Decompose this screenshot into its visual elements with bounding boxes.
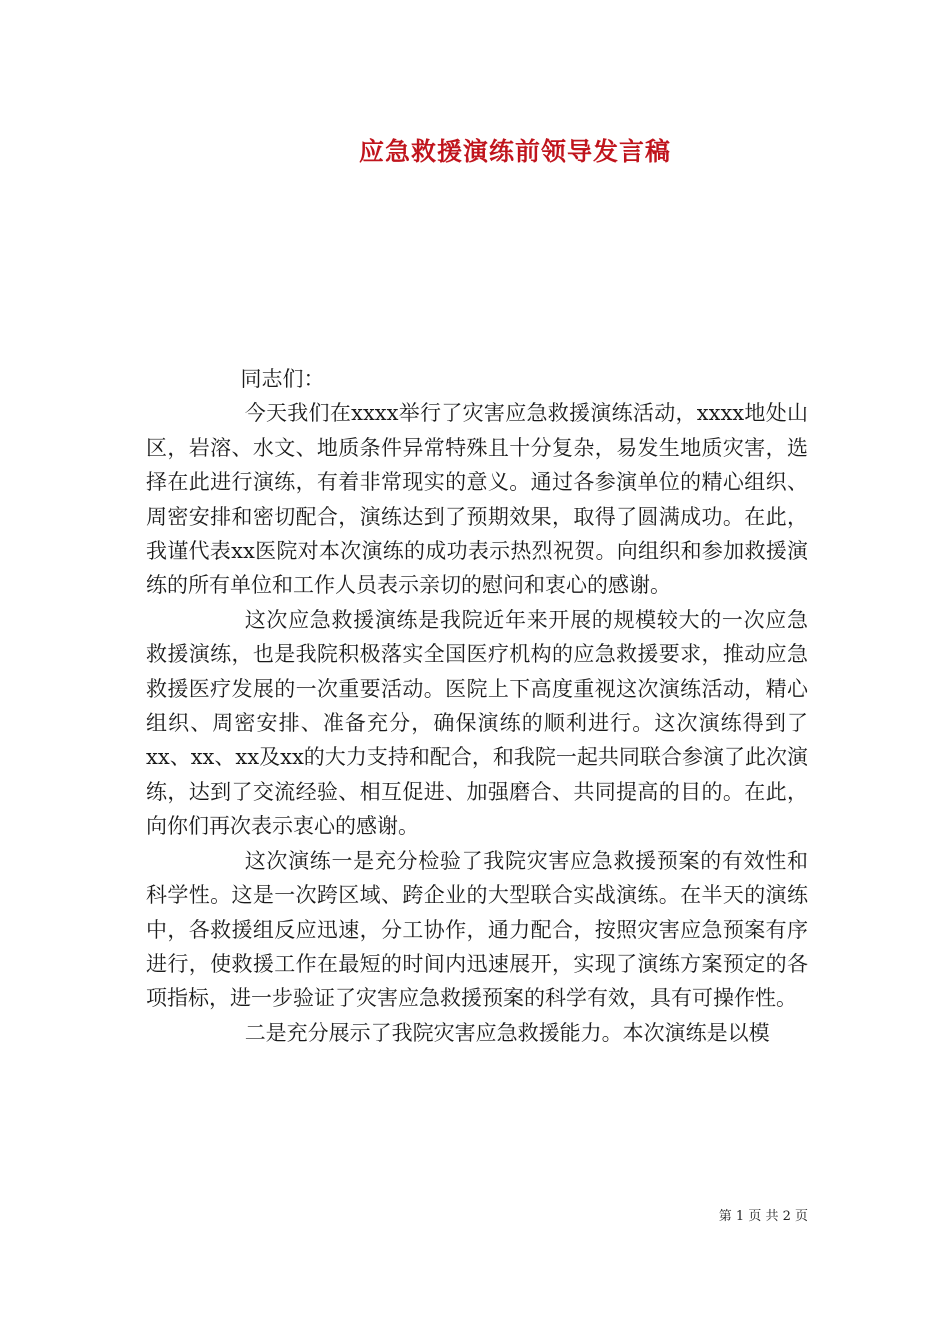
document-title: 应急救援演练前领导发言稿 — [358, 137, 671, 166]
salutation: 同志们： — [240, 367, 325, 391]
paragraph-2: 这次应急救援演练是我院近年来开展的规模较大的一次应急救援演练，也是我院积极落实全国医疗机构的应急救援要求，推动应急救援医疗发展的一次重要活动。医院上下高度重视这次演练活动，精心组织、周密安排、准备充分，确保演练的顺利进行。这次演练得到了xx、xx、xx及xx的大力支持和配合，和我院一起共同联合参演了此次演练，达到了交流经验、相互促进、加强磨合、共同提高的目的。在此，向你们再次表示衷心的感谢。 — [146, 607, 808, 839]
document-body — [146, 362, 808, 1050]
paragraph-3: 这次演练一是充分检验了我院灾害应急救援预案的有效性和科学性。这是一次跨区域、跨企业的大型联合实战演练。在半天的演练中，各救援组反应迅速，分工协作，通力配合，按照灾害应急预案有序进行，使救援工作在最短的时间内迅速展开，实现了演练方案预定的各项指标，进一步验证了灾害应急救援预案的科学有效，具有可操作性。 — [146, 848, 808, 1011]
paragraph-1: 今天我们在xxxx举行了灾害应急救援演练活动，xxxx地处山区，岩溶、水文、地质条件异常特殊且十分复杂，易发生地质灾害，选择在此进行演练，有着非常现实的意义。通过各参演单位的精心组织、周密安排和密切配合，演练达到了预期效果，取得了圆满成功。在此，我谨代表xx医院对本次演练的成功表示热烈祝贺。向组织和参加救援演练的所有单位和工作人员表示亲切的慰问和衷心的感谢。 — [146, 401, 808, 598]
page-indicator: 第 1 页 共 2 页 — [718, 1209, 808, 1224]
paragraph-4: 二是充分展示了我院灾害应急救援能力。本次演练是以模 — [244, 1020, 770, 1045]
